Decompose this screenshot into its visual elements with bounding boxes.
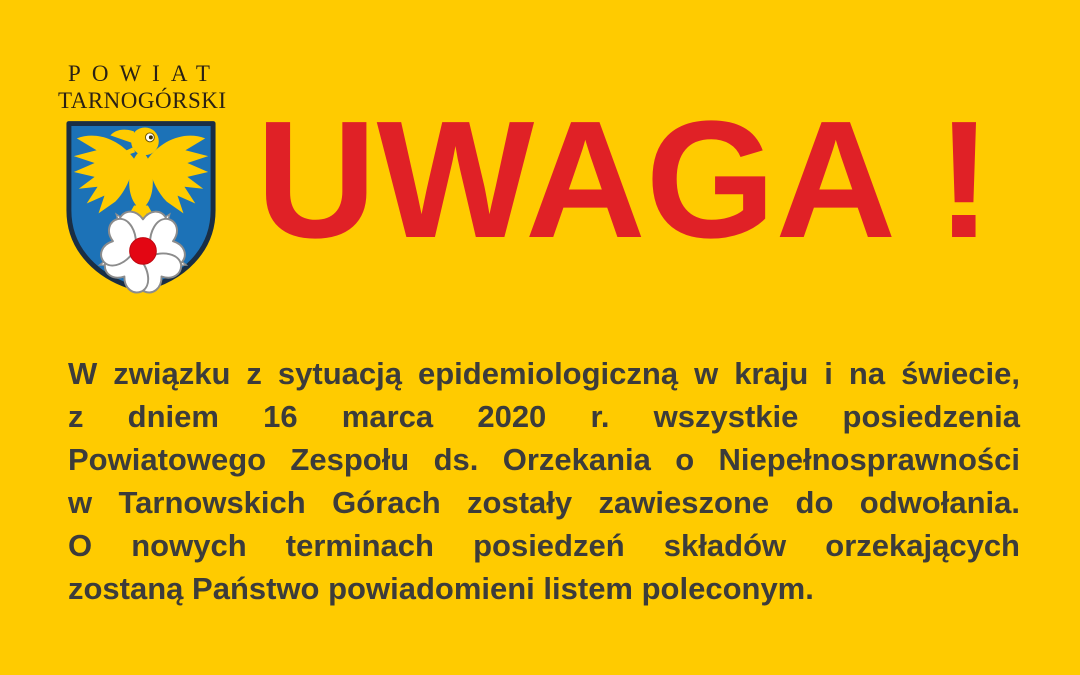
notice-line-6: zostaną Państwo powiadomieni listem poleconym. bbox=[68, 571, 814, 606]
notice-line-3: Powiatowego Zespołu ds. Orzekania o Niepełnosprawności bbox=[68, 442, 1020, 477]
coat-of-arms-icon bbox=[62, 116, 220, 297]
notice-line-2: z dniem 16 marca 2020 r. wszystkie posiedzenia bbox=[68, 399, 1020, 434]
eagle-pupil bbox=[149, 135, 153, 139]
rose-icon bbox=[98, 211, 188, 297]
branding bbox=[58, 60, 227, 114]
notice-line-5: O nowych terminach posiedzeń składów orzekających bbox=[68, 528, 1020, 563]
powiat-label: POWIAT bbox=[68, 61, 221, 86]
notice-line-1: W związku z sytuacją epidemiologiczną w kraju i na świecie, bbox=[68, 356, 1020, 391]
notice-body bbox=[68, 352, 1020, 610]
notice-line-4: w Tarnowskich Górach zostały zawieszone do odwołania. bbox=[68, 485, 1020, 520]
tarnogorski-label: TARNOGÓRSKI bbox=[58, 88, 227, 113]
headline-uwaga: UWAGA ! bbox=[256, 87, 992, 273]
rose-center bbox=[130, 238, 157, 265]
